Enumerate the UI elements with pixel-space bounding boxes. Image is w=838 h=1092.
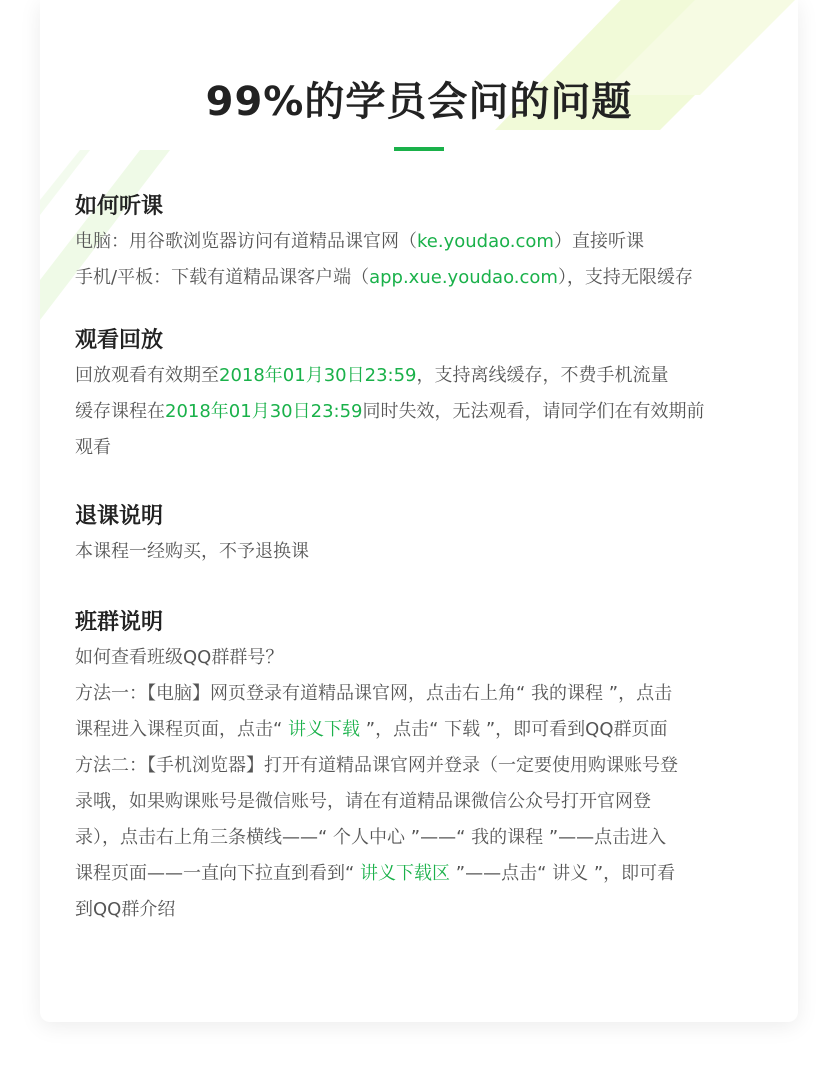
text-line: 观看 [75,437,111,458]
text-line: 方法一：【电脑】网页登录有道精品课官网，点击右上角“ 我的课程 ”，点击 [75,683,673,704]
faq-card [40,0,798,1022]
text-line: 电脑：用谷歌浏览器访问有道精品课官网（ke.youdao.com）直接听课 [75,231,644,252]
text-line: 回放观看有效期至2018年01月30日23:59，支持离线缓存，不费手机流量 [75,365,669,386]
section-replay [75,324,775,466]
expiry-date: 2018年01月30日23:59 [219,365,417,386]
section-title: 班群说明 [75,610,164,635]
section-class-group [75,606,775,928]
section-refund [75,500,775,570]
text-line: 如何查看班级QQ群群号？ [75,647,284,668]
section-title: 退课说明 [75,504,164,529]
text-line: 课程页面——一直向下拉直到看到“ 讲义下载区 ”——点击“ 讲义 ”，即可看 [75,863,676,884]
section-title: 如何听课 [75,194,164,219]
text-line: 课程进入课程页面，点击“ 讲义下载 ”，点击“ 下载 ”，即可看到QQ群页面 [75,719,668,740]
text-line: 录），点击右上角三条横线——“ 个人中心 ”——“ 我的课程 ”——点击进入 [75,827,667,848]
faq-content [75,190,775,928]
section-title: 观看回放 [75,328,164,353]
section-how-to-attend [75,190,775,296]
text-line: 到QQ群介绍 [75,899,176,920]
text-line: 缓存课程在2018年01月30日23:59同时失效，无法观看，请同学们在有效期前 [75,401,705,422]
handout-download-highlight: 讲义下载 [288,719,361,740]
text-line: 方法二：【手机浏览器】打开有道精品课官网并登录（一定要使用购课账号登 [75,755,678,776]
text-line: 录哦，如果购课账号是微信账号，请在有道精品课微信公众号打开官网登 [75,791,651,812]
title-underline [394,147,444,151]
page-title: 99%的学员会问的问题 [205,79,633,125]
app-link[interactable]: app.xue.youdao.com [369,267,558,288]
expiry-date: 2018年01月30日23:59 [165,401,363,422]
text-line: 本课程一经购买，不予退换课 [75,541,309,562]
handout-download-area-highlight: 讲义下载区 [360,863,451,884]
website-link[interactable]: ke.youdao.com [417,231,554,252]
text-line: 手机/平板：下载有道精品课客户端（app.xue.youdao.com），支持无限缓存 [75,267,693,288]
